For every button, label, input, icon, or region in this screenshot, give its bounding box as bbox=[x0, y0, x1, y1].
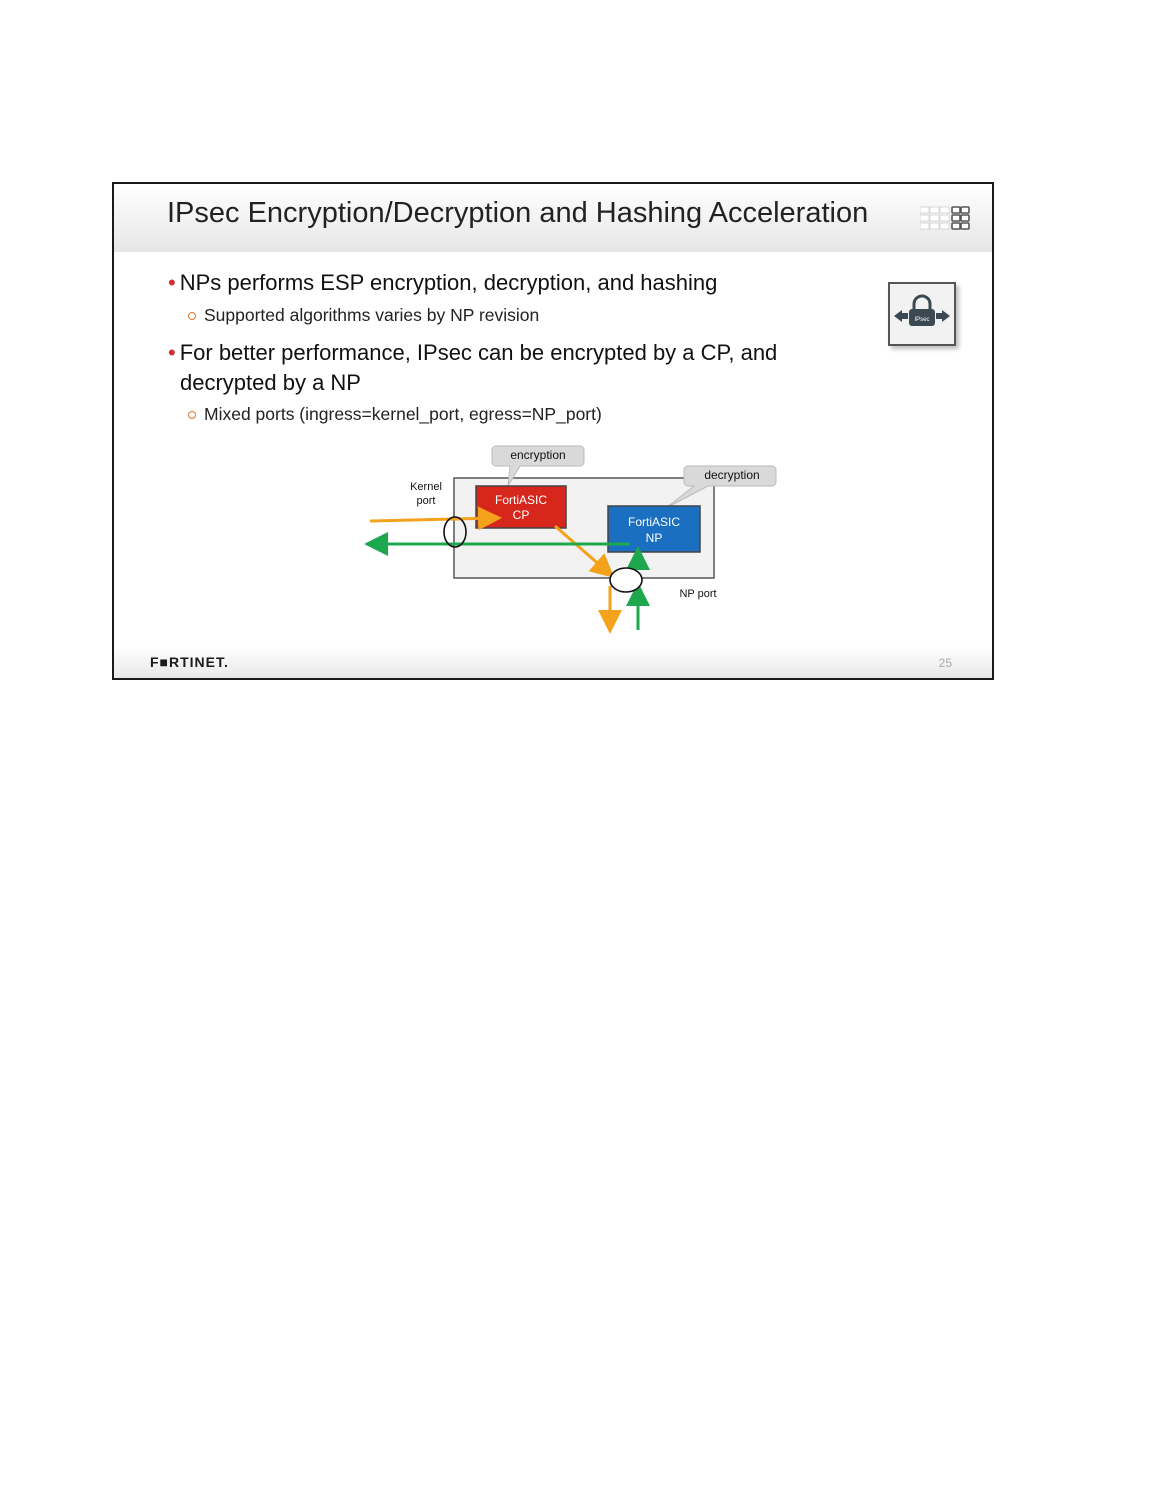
ipsec-icon-label: IPsec bbox=[914, 317, 930, 323]
callout-decryption-label: decryption bbox=[704, 468, 760, 482]
bullet-1 bbox=[168, 270, 717, 296]
bullet-dot: • bbox=[168, 340, 176, 365]
slide-title: IPsec Encryption/Decryption and Hashing Acceleration bbox=[167, 197, 869, 229]
sub-bullet-2-text: Mixed ports (ingress=kernel_port, egress=NP_port) bbox=[204, 404, 602, 424]
bullet-2-cont bbox=[180, 370, 361, 396]
bullet-2 bbox=[168, 340, 777, 366]
sub-bullet-1 bbox=[188, 305, 539, 326]
kernel-port-label-line1: Kernel bbox=[410, 481, 442, 493]
kernel-port-label-line2: port bbox=[416, 495, 436, 507]
fortinet-logo: F■RTINET. bbox=[150, 654, 229, 670]
sub-bullet-2 bbox=[188, 404, 602, 425]
cp-label-line1: FortiASIC bbox=[494, 493, 548, 507]
title-bar bbox=[114, 184, 992, 252]
bullet-2-text-line1: For better performance, IPsec can be encrypted by a CP, and bbox=[179, 340, 778, 365]
cp-label-line2: CP bbox=[512, 508, 530, 522]
sub-bullet-marker bbox=[188, 312, 196, 320]
np-label-line1: FortiASIC bbox=[627, 515, 681, 529]
ipsec-lock-icon bbox=[888, 282, 956, 346]
np-port-label: NP port bbox=[679, 588, 717, 600]
callout-encryption-label: encryption bbox=[510, 448, 566, 462]
footer bbox=[114, 646, 992, 678]
slide bbox=[112, 182, 994, 680]
title-grid-decoration bbox=[920, 206, 970, 230]
sub-bullet-marker bbox=[188, 411, 196, 419]
bullet-2-text-line2: decrypted by a NP bbox=[180, 370, 361, 395]
page-number: 25 bbox=[938, 656, 952, 670]
np-label-line2: NP bbox=[645, 531, 663, 545]
sub-bullet-1-text: Supported algorithms varies by NP revision bbox=[204, 305, 540, 325]
np-port bbox=[610, 568, 642, 592]
cp-np-diagram bbox=[358, 440, 798, 640]
bullet-1-text: NPs performs ESP encryption, decryption, and hashing bbox=[179, 270, 718, 295]
bullet-dot: • bbox=[168, 270, 176, 295]
